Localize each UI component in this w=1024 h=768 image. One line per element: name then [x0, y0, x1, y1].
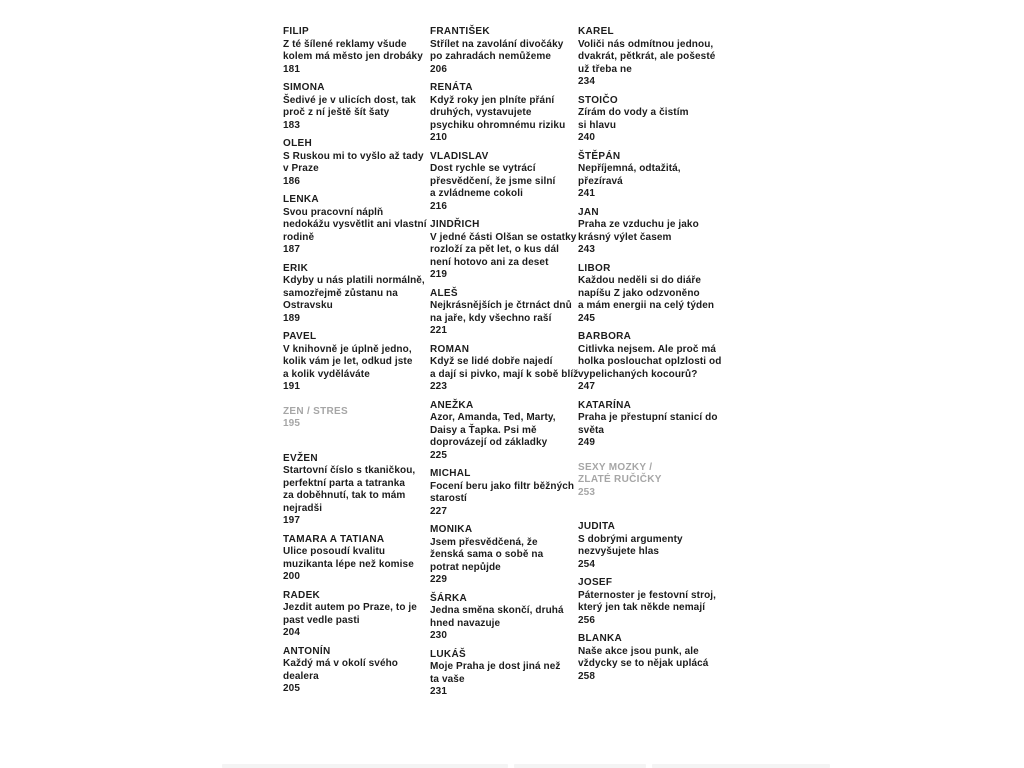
chapter-description-line: na jaře, kdy všechno raší [430, 312, 552, 324]
page-number: 181 [283, 63, 300, 75]
toc-chapter-entry [430, 26, 580, 76]
chapter-description-line: S Ruskou mi to vyšlo až tady [283, 150, 424, 162]
chapter-description-line: Střílet na zavolání divočáky [430, 38, 564, 50]
chapter-description-line: vždycky se to nějak uplácá [578, 658, 709, 669]
toc-chapter-entry [283, 263, 433, 326]
chapter-description-line: V knihovně je úplně jedno, [283, 343, 412, 355]
toc-chapter-entry [578, 521, 728, 571]
chapter-name: ANTONÍN [283, 645, 331, 657]
page-number: 253 [578, 486, 595, 498]
chapter-description-line: psychiku ohromnému riziku [430, 119, 566, 131]
page-number: 249 [578, 437, 595, 448]
chapter-name: LIBOR [578, 262, 611, 274]
page-number: 256 [578, 614, 595, 626]
toc-chapter-entry [283, 138, 433, 188]
toc-chapter-entry [430, 524, 580, 587]
toc-chapter-entry [283, 331, 433, 394]
chapter-description-line: Citlivka nejsem. Ale proč má [578, 343, 717, 355]
chapter-description-line: přesvědčení, že jsme silní [430, 175, 556, 187]
chapter-description-line: hned navazuje [430, 617, 501, 629]
chapter-name: VLADISLAV [430, 150, 489, 162]
toc-chapter-entry [430, 344, 580, 394]
chapter-description-line: V jedné části Olšan se ostatky [430, 231, 577, 243]
chapter-description-line: muzikanta lépe než komise [283, 558, 414, 570]
chapter-description-line: napíšu Z jako odzvoněno [578, 287, 700, 299]
chapter-description-line: Nejkrásnějších je čtrnáct dnů [430, 300, 572, 311]
chapter-description-line: rodině [283, 231, 315, 243]
chapter-description-line: Jezdit autem po Praze, to je [283, 602, 417, 613]
toc-section-entry [578, 462, 728, 500]
chapter-description-line: Svou pracovní náplň [283, 206, 384, 218]
chapter-description-line: dealera [283, 670, 319, 682]
chapter-description-line: Jedna směna skončí, druhá [430, 605, 564, 616]
chapter-description-line: Páternoster je festovní stroj, [578, 589, 717, 601]
page-number: 183 [283, 119, 300, 131]
page-number: 227 [430, 505, 447, 517]
toc-chapter-entry [283, 590, 433, 640]
page-number: 186 [283, 175, 300, 187]
chapter-description-line: Z té šílené reklamy všude [283, 38, 407, 50]
page-number: 234 [578, 76, 595, 87]
chapter-description-line: starostí [430, 493, 467, 504]
chapter-name: ŠÁRKA [430, 592, 468, 604]
page-number: 225 [430, 449, 447, 461]
page-number: 195 [283, 418, 300, 429]
chapter-name: ALEŠ [430, 287, 458, 299]
chapter-name: ERIK [283, 262, 309, 274]
chapter-description-line: rozloží za pět let, o kus dál [430, 244, 560, 255]
page-number: 254 [578, 558, 595, 570]
chapter-description-line: a dají si pivko, mají k sobě blíž [430, 368, 579, 380]
page-number: 258 [578, 670, 595, 682]
toc-chapter-entry [283, 646, 433, 696]
chapter-name: KAREL [578, 26, 614, 37]
bottom-page-edge-segment [652, 764, 830, 768]
section-heading: SEXY MOZKY / [578, 461, 653, 473]
chapter-name: EVŽEN [283, 452, 318, 464]
toc-chapter-entry [578, 633, 728, 683]
chapter-description-line: Když roky jen plníte přání [430, 94, 555, 106]
chapter-description-line: Kdyby u nás platili normálně, [283, 275, 425, 286]
chapter-description-line: vypelichaných kocourů? [578, 368, 698, 380]
bottom-page-edge-segment [514, 764, 646, 768]
chapter-name: MICHAL [430, 468, 471, 479]
toc-chapter-entry [430, 219, 580, 282]
chapter-description-line: Azor, Amanda, Ted, Marty, [430, 412, 556, 423]
toc-chapter-entry [283, 453, 433, 528]
chapter-description-line: přezíravá [578, 175, 623, 187]
toc-chapter-entry [578, 400, 728, 450]
page-number: 230 [430, 630, 447, 641]
toc-chapter-entry [430, 82, 580, 145]
page-number: 205 [283, 683, 300, 694]
page-number: 223 [430, 381, 447, 392]
chapter-description-line: nezvyšujete hlas [578, 546, 660, 557]
page-number: 240 [578, 132, 595, 143]
chapter-description-line: Nepříjemná, odtažitá, [578, 163, 681, 174]
toc-chapter-entry [578, 577, 728, 627]
toc-chapter-entry [430, 400, 580, 463]
page-number: 245 [578, 312, 595, 324]
page-number: 191 [283, 381, 300, 392]
toc-chapter-entry [578, 263, 728, 326]
chapter-description-line: druhých, vystavujete [430, 107, 532, 118]
chapter-name: BLANKA [578, 633, 623, 644]
chapter-name: MONIKA [430, 524, 473, 535]
chapter-description-line: Praha je přestupní stanicí do [578, 412, 718, 423]
chapter-description-line: Každou neděli si do diáře [578, 275, 702, 286]
chapter-description-line: doprovázejí od základky [430, 437, 548, 448]
chapter-name: PAVEL [283, 331, 317, 342]
chapter-description-line: Naše akce jsou punk, ale [578, 645, 699, 657]
chapter-description-line: samozřejmě zůstanu na [283, 287, 398, 299]
chapter-description-line: kolik vám je let, odkud jste [283, 356, 413, 367]
chapter-description-line: Focení beru jako filtr běžných [430, 480, 575, 492]
chapter-description-line: kolem má město jen drobáky [283, 51, 423, 62]
toc-column-2 [430, 26, 580, 705]
toc-chapter-entry [430, 468, 580, 518]
chapter-description-line: Zírám do vody a čistím [578, 107, 689, 118]
chapter-description-line: Moje Praha je dost jiná než [430, 661, 561, 672]
chapter-description-line: a mám energii na celý týden [578, 300, 715, 311]
toc-chapter-entry [430, 593, 580, 643]
chapter-description-line: perfektní parta a tatranka [283, 477, 406, 489]
toc-chapter-entry [430, 649, 580, 699]
toc-chapter-entry [283, 534, 433, 584]
page-number: 189 [283, 312, 300, 324]
page-number: 204 [283, 627, 300, 638]
chapter-name: ŠTĚPÁN [578, 150, 621, 162]
chapter-description-line: Praha ze vzduchu je jako [578, 219, 699, 230]
chapter-description-line: Když se lidé dobře najedí [430, 356, 553, 367]
page-number: 247 [578, 381, 595, 392]
page-number: 187 [283, 244, 300, 255]
chapter-name: STOIČO [578, 94, 618, 106]
chapter-description-line: Jsem přesvědčená, že [430, 536, 538, 548]
chapter-name: JINDŘICH [430, 219, 480, 230]
page-number: 200 [283, 571, 300, 582]
chapter-name: JUDITA [578, 521, 616, 532]
chapter-description-line: nejradši [283, 502, 323, 514]
toc-column-1 [283, 26, 433, 702]
chapter-description-line: už třeba ne [578, 63, 632, 75]
chapter-description-line: Dost rychle se vytrácí [430, 163, 536, 174]
section-heading: ZLATÉ RUČIČKY [578, 474, 662, 485]
chapter-description-line: v Praze [283, 163, 319, 174]
chapter-name: KATARÍNA [578, 399, 632, 411]
toc-chapter-entry [283, 194, 433, 257]
toc-chapter-entry [578, 151, 728, 201]
chapter-description-line: ta vaše [430, 673, 465, 685]
page-number: 219 [430, 269, 447, 280]
toc-chapter-entry [578, 331, 728, 394]
chapter-name: TAMARA A TATIANA [283, 533, 385, 545]
chapter-name: JOSEF [578, 577, 613, 588]
section-heading: ZEN / STRES [283, 405, 348, 417]
chapter-description-line: a zvládneme cokoli [430, 188, 523, 199]
chapter-description-line: holka poslouchat oplzlosti od [578, 356, 722, 367]
chapter-description-line: potrat nepůjde [430, 561, 501, 573]
chapter-description-line: past vedle pasti [283, 614, 360, 626]
page-number: 229 [430, 574, 447, 585]
toc-chapter-entry [430, 288, 580, 338]
chapter-description-line: světa [578, 424, 605, 436]
chapter-description-line: Každý má v okolí svého [283, 658, 399, 669]
chapter-description-line: Startovní číslo s tkaničkou, [283, 465, 416, 476]
page-number: 231 [430, 686, 447, 697]
page-number: 197 [283, 515, 300, 526]
page-number: 241 [578, 188, 595, 199]
chapter-description-line: Ostravsku [283, 300, 333, 311]
chapter-description-line: po zahradách nemůžeme [430, 51, 552, 62]
toc-chapter-entry [578, 95, 728, 145]
page-number: 216 [430, 200, 447, 212]
chapter-name: LUKÁŠ [430, 648, 466, 660]
page-number: 221 [430, 325, 447, 336]
page-number: 243 [578, 244, 595, 255]
chapter-description-line: proč z ní ještě šít šaty [283, 107, 390, 118]
chapter-name: RADEK [283, 589, 321, 601]
chapter-name: JAN [578, 206, 599, 218]
chapter-name: ANEŽKA [430, 399, 474, 411]
chapter-description-line: který jen tak někde nemají [578, 602, 706, 613]
toc-chapter-entry [430, 151, 580, 214]
chapter-name: FILIP [283, 26, 309, 37]
chapter-description-line: Ulice posoudí kvalitu [283, 546, 386, 557]
chapter-description-line: za doběhnutí, tak to mám [283, 490, 406, 501]
chapter-description-line: S dobrými argumenty [578, 533, 683, 545]
chapter-description-line: dvakrát, pětkrát, ale pošesté [578, 51, 716, 62]
chapter-description-line: nedokážu vysvětlit ani vlastní [283, 219, 427, 230]
chapter-description-line: krásný výlet časem [578, 231, 672, 243]
toc-chapter-entry [578, 26, 728, 89]
chapter-name: RENÁTA [430, 82, 473, 93]
chapter-name: LENKA [283, 194, 319, 205]
chapter-description-line: Voliči nás odmítnou jednou, [578, 38, 714, 50]
toc-chapter-entry [578, 207, 728, 257]
bottom-page-edge-segment [222, 764, 508, 768]
chapter-name: OLEH [283, 138, 312, 149]
chapter-name: ROMAN [430, 343, 470, 355]
chapter-description-line: Šedivé je v ulicích dost, tak [283, 94, 416, 106]
chapter-name: FRANTIŠEK [430, 26, 490, 37]
toc-section-entry [283, 406, 433, 431]
page-number: 210 [430, 132, 447, 143]
chapter-name: SIMONA [283, 82, 325, 93]
chapter-name: BARBORA [578, 331, 632, 342]
chapter-description-line: není hotovo ani za deset [430, 256, 549, 268]
chapter-description-line: Daisy a Ťapka. Psi mě [430, 424, 537, 436]
chapter-description-line: a kolik vyděláváte [283, 368, 370, 380]
chapter-description-line: si hlavu [578, 119, 617, 131]
toc-column-3 [578, 26, 728, 689]
toc-chapter-entry [283, 26, 433, 76]
chapter-description-line: ženská sama o sobě na [430, 549, 544, 560]
toc-chapter-entry [283, 82, 433, 132]
page-number: 206 [430, 63, 447, 75]
